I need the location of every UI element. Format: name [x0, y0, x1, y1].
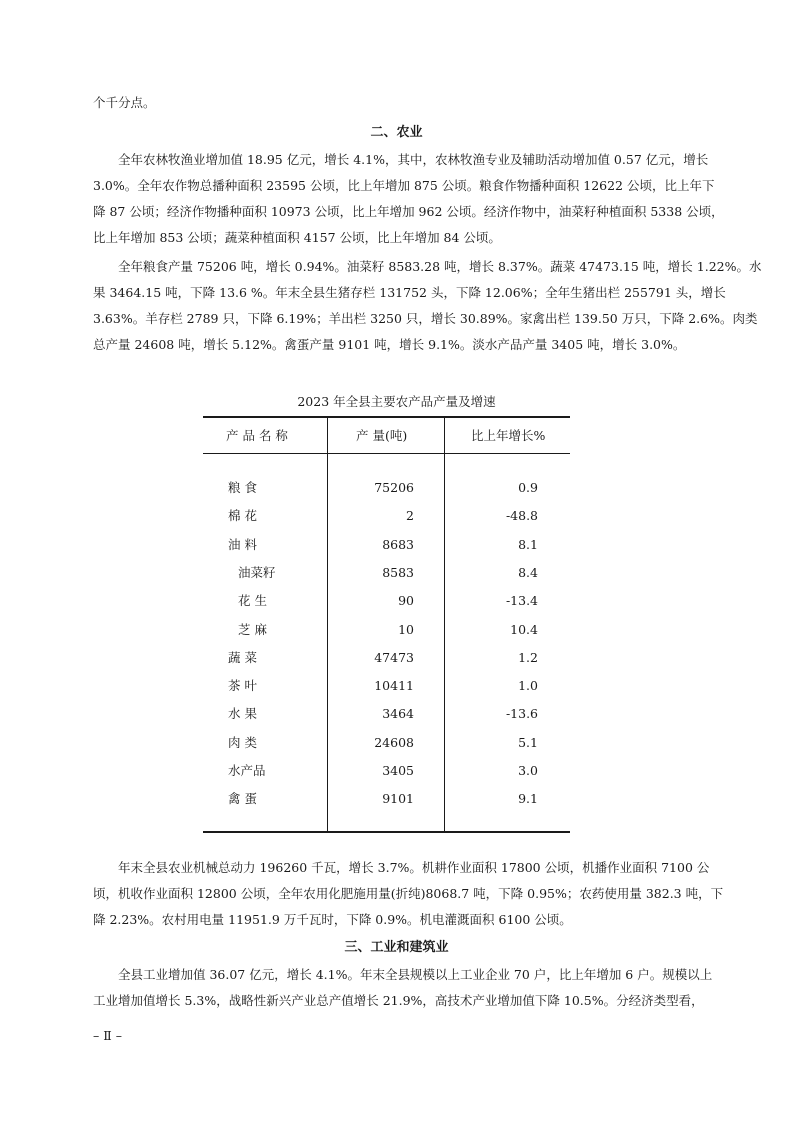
- table-cell-growth: 3.0: [518, 763, 538, 778]
- table-cell-growth: -13.4: [505, 593, 538, 608]
- paragraph-line: 全年粮食产量 75206 吨，增长 0.94%。油菜籽 8583.28 吨，增长 8.37%。蔬菜 47473.15 吨，增长 1.22%。水: [93, 259, 762, 274]
- continuation-line: 个千分点。: [93, 95, 156, 110]
- paragraph-line: 年末全县农业机械总动力 196260 千瓦，增长 3.7%。机耕作业面积 17800 公顷，机播作业面积 7100 公: [93, 860, 710, 875]
- paragraph-line: 果 3464.15 吨，下降 13.6 %。年末全县生猪存栏 131752 头，下降 12.06%；全年生猪出栏 255791 头，增长: [93, 285, 726, 300]
- section-heading-industry: 三、工业和建筑业: [344, 940, 449, 955]
- paragraph-line: 顷，机收作业面积 12800 公顷，全年农用化肥施用量(折纯)8068.7 吨，下降 0.95%；农药使用量 382.3 吨，下: [93, 886, 724, 901]
- table-cell-quantity: 10: [398, 622, 414, 637]
- table-cell-product: 油 料: [228, 537, 257, 552]
- table-cell-product: 油菜籽: [238, 565, 276, 580]
- paragraph-line: 工业增加值增长 5.3%，战略性新兴产业总产值增长 21.9%，高技术产业增加值下降 10.5%。分经济类型看，: [93, 993, 704, 1008]
- paragraph-line: 比上年增加 853 公顷；蔬菜种植面积 4157 公顷，比上年增加 84 公顷。: [93, 230, 501, 245]
- paragraph-line: 降 2.23%。农村用电量 11951.9 万千瓦时，下降 0.9%。机电灌溉面积 6100 公顷。: [93, 912, 572, 927]
- table-cell-product: 棉 花: [228, 508, 257, 523]
- table-cell-growth: 5.1: [518, 735, 538, 750]
- table-cell-growth: -48.8: [505, 508, 538, 523]
- table-cell-growth: 8.4: [518, 565, 538, 580]
- table-divider: [327, 417, 328, 832]
- table-cell-product: 芝 麻: [238, 622, 267, 637]
- table-cell-growth: -13.6: [505, 706, 538, 721]
- table-cell-quantity: 8683: [382, 537, 414, 552]
- table-cell-quantity: 3405: [382, 763, 414, 778]
- table-cell-quantity: 9101: [382, 791, 414, 806]
- table-cell-growth: 10.4: [510, 622, 538, 637]
- paragraph-line: 降 87 公顷；经济作物播种面积 10973 公顷，比上年增加 962 公顷。经济作物中，油菜籽种植面积 5338 公顷，: [93, 204, 724, 219]
- page-number: – Ⅱ –: [93, 1028, 122, 1043]
- table-cell-growth: 8.1: [518, 537, 538, 552]
- paragraph-line: 3.0%。全年农作物总播种面积 23595 公顷，比上年增加 875 公顷。粮食作物播种面积 12622 公顷，比上年下: [93, 178, 715, 193]
- table-header-product: 产 品 名 称: [226, 428, 288, 443]
- table-bottom-rule: [203, 831, 570, 833]
- table-cell-growth: 9.1: [518, 791, 538, 806]
- table-cell-product: 水 果: [228, 706, 257, 721]
- table-header-rule: [203, 453, 570, 454]
- table-cell-quantity: 8583: [382, 565, 414, 580]
- table-cell-product: 水产品: [228, 763, 266, 778]
- paragraph-line: 总产量 24608 吨，增长 5.12%。禽蛋产量 9101 吨，增长 9.1%。淡水产品产量 3405 吨，增长 3.0%。: [93, 337, 686, 352]
- table-cell-quantity: 75206: [374, 480, 414, 495]
- table-cell-quantity: 24608: [374, 735, 414, 750]
- paragraph-line: 全县工业增加值 36.07 亿元，增长 4.1%。年末全县规模以上工业企业 70 户，比上年增加 6 户。规模以上: [93, 967, 713, 982]
- table-header-quantity: 产 量(吨): [356, 428, 408, 443]
- table-cell-quantity: 10411: [374, 678, 414, 693]
- paragraph-line: 3.63%。羊存栏 2789 只，下降 6.19%；羊出栏 3250 只，增长 30.89%。家禽出栏 139.50 万只，下降 2.6%。肉类: [93, 311, 758, 326]
- table-cell-quantity: 2: [406, 508, 414, 523]
- table-cell-growth: 1.0: [518, 678, 538, 693]
- table-cell-quantity: 47473: [374, 650, 414, 665]
- table-top-rule: [203, 416, 570, 418]
- table-cell-growth: 1.2: [518, 650, 538, 665]
- table-cell-quantity: 3464: [382, 706, 414, 721]
- section-heading-agriculture: 二、农业: [370, 125, 423, 140]
- table-cell-quantity: 90: [398, 593, 414, 608]
- paragraph-line: 全年农林牧渔业增加值 18.95 亿元，增长 4.1%，其中，农林牧渔专业及辅助活动增加值 0.57 亿元，增长: [93, 152, 709, 167]
- table-title: 2023 年全县主要农产品产量及增速: [297, 394, 496, 409]
- table-cell-product: 禽 蛋: [228, 791, 257, 806]
- table-cell-product: 蔬 菜: [228, 650, 257, 665]
- table-divider: [444, 417, 445, 832]
- table-cell-product: 肉 类: [228, 735, 257, 750]
- table-cell-product: 茶 叶: [228, 678, 257, 693]
- table-header-growth: 比上年增长%: [471, 428, 546, 443]
- table-cell-product: 花 生: [238, 593, 267, 608]
- table-cell-product: 粮 食: [228, 480, 257, 495]
- table-cell-growth: 0.9: [518, 480, 538, 495]
